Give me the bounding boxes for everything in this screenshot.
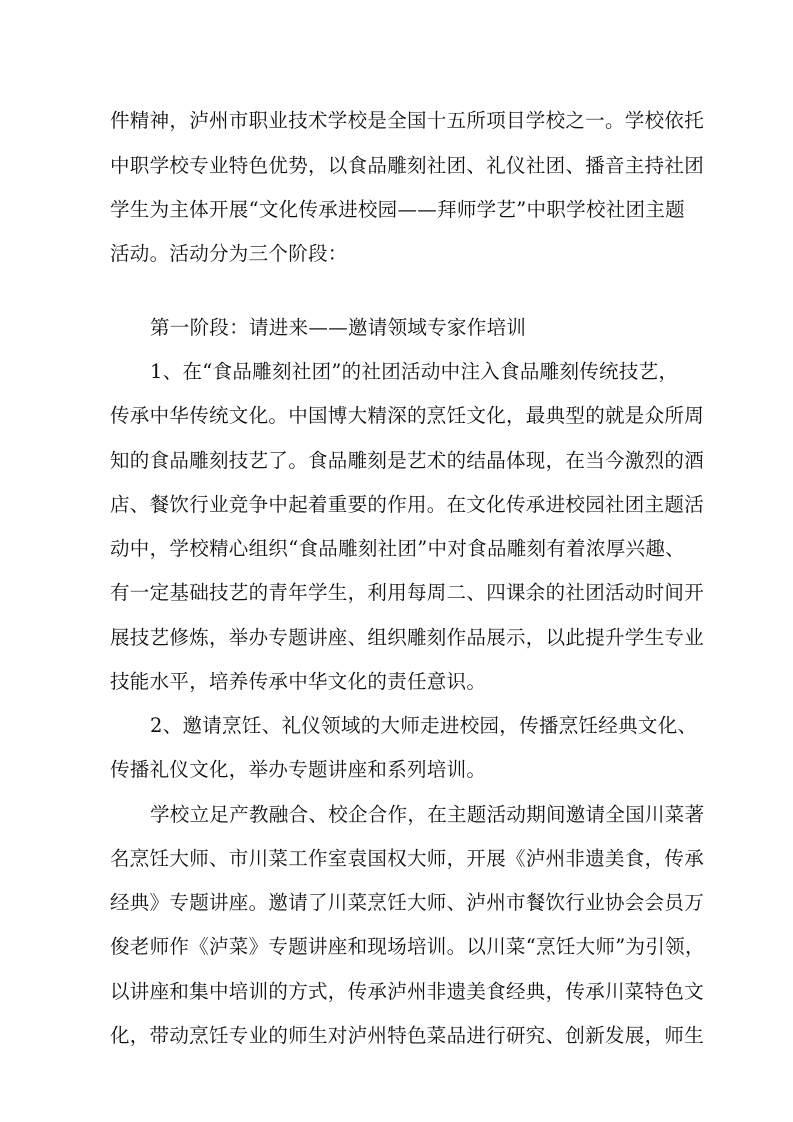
text-line: 店、餐饮行业竞争中起着重要的作用。在文化传承进校园社团主题活 [110,493,705,516]
text-line: 传承中华传统文化。中国博大精深的烹饪文化，最典型的就是众所周 [110,404,705,427]
text-line: 学生为主体开展“文化传承进校园——拜师学艺”中职学校社团主题 [110,198,685,221]
text-line: 展技艺修炼，举办专题讲座、组织雕刻作品展示，以此提升学生专业 [110,626,705,649]
text-line: 有一定基础技艺的青年学生，利用每周二、四课余的社团活动时间开 [110,581,705,604]
text-line: 名烹饪大师、市川菜工作室袁国权大师，开展《泸州非遗美食，传承 [110,847,705,870]
text-line: 学校立足产教融合、校企合作，在主题活动期间邀请全国川菜著 [150,803,705,826]
text-line: 动中，学校精心组织“食品雕刻社团”中对食品雕刻有着浓厚兴趣、 [110,537,685,560]
section-heading: 第一阶段：请进来——邀请领域专家作培训 [150,316,527,339]
text-line: 以讲座和集中培训的方式，传承泸州非遗美食经典，传承川菜特色文 [110,980,705,1003]
text-line: 化，带动烹饪专业的师生对泸州特色菜品进行研究、创新发展，师生 [110,1024,705,1047]
text-line: 活动。活动分为三个阶段： [110,242,348,265]
text-line: 经典》专题讲座。邀请了川菜烹饪大师、泸州市餐饮行业协会会员万 [110,891,705,914]
text-line: 中职学校专业特色优势，以食品雕刻社团、礼仪社团、播音主持社团 [110,154,705,177]
text-line: 技能水平，培养传承中华文化的责任意识。 [110,670,487,693]
text-line: 俊老师作《泸菜》专题讲座和现场培训。以川菜“烹饪大师”为引领， [110,935,705,958]
text-line: 2、邀请烹饪、礼仪领域的大师走进校园，传播烹饪经典文化、 [150,714,698,737]
text-line: 传播礼仪文化，举办专题讲座和系列培训。 [110,758,487,781]
text-line: 1、在“食品雕刻社团”的社团活动中注入食品雕刻传统技艺， [150,360,679,383]
text-line: 知的食品雕刻技艺了。食品雕刻是艺术的结晶体现，在当今激烈的酒 [110,449,705,472]
text-line: 件精神，泸州市职业技术学校是全国十五所项目学校之一。学校依托 [110,109,705,132]
